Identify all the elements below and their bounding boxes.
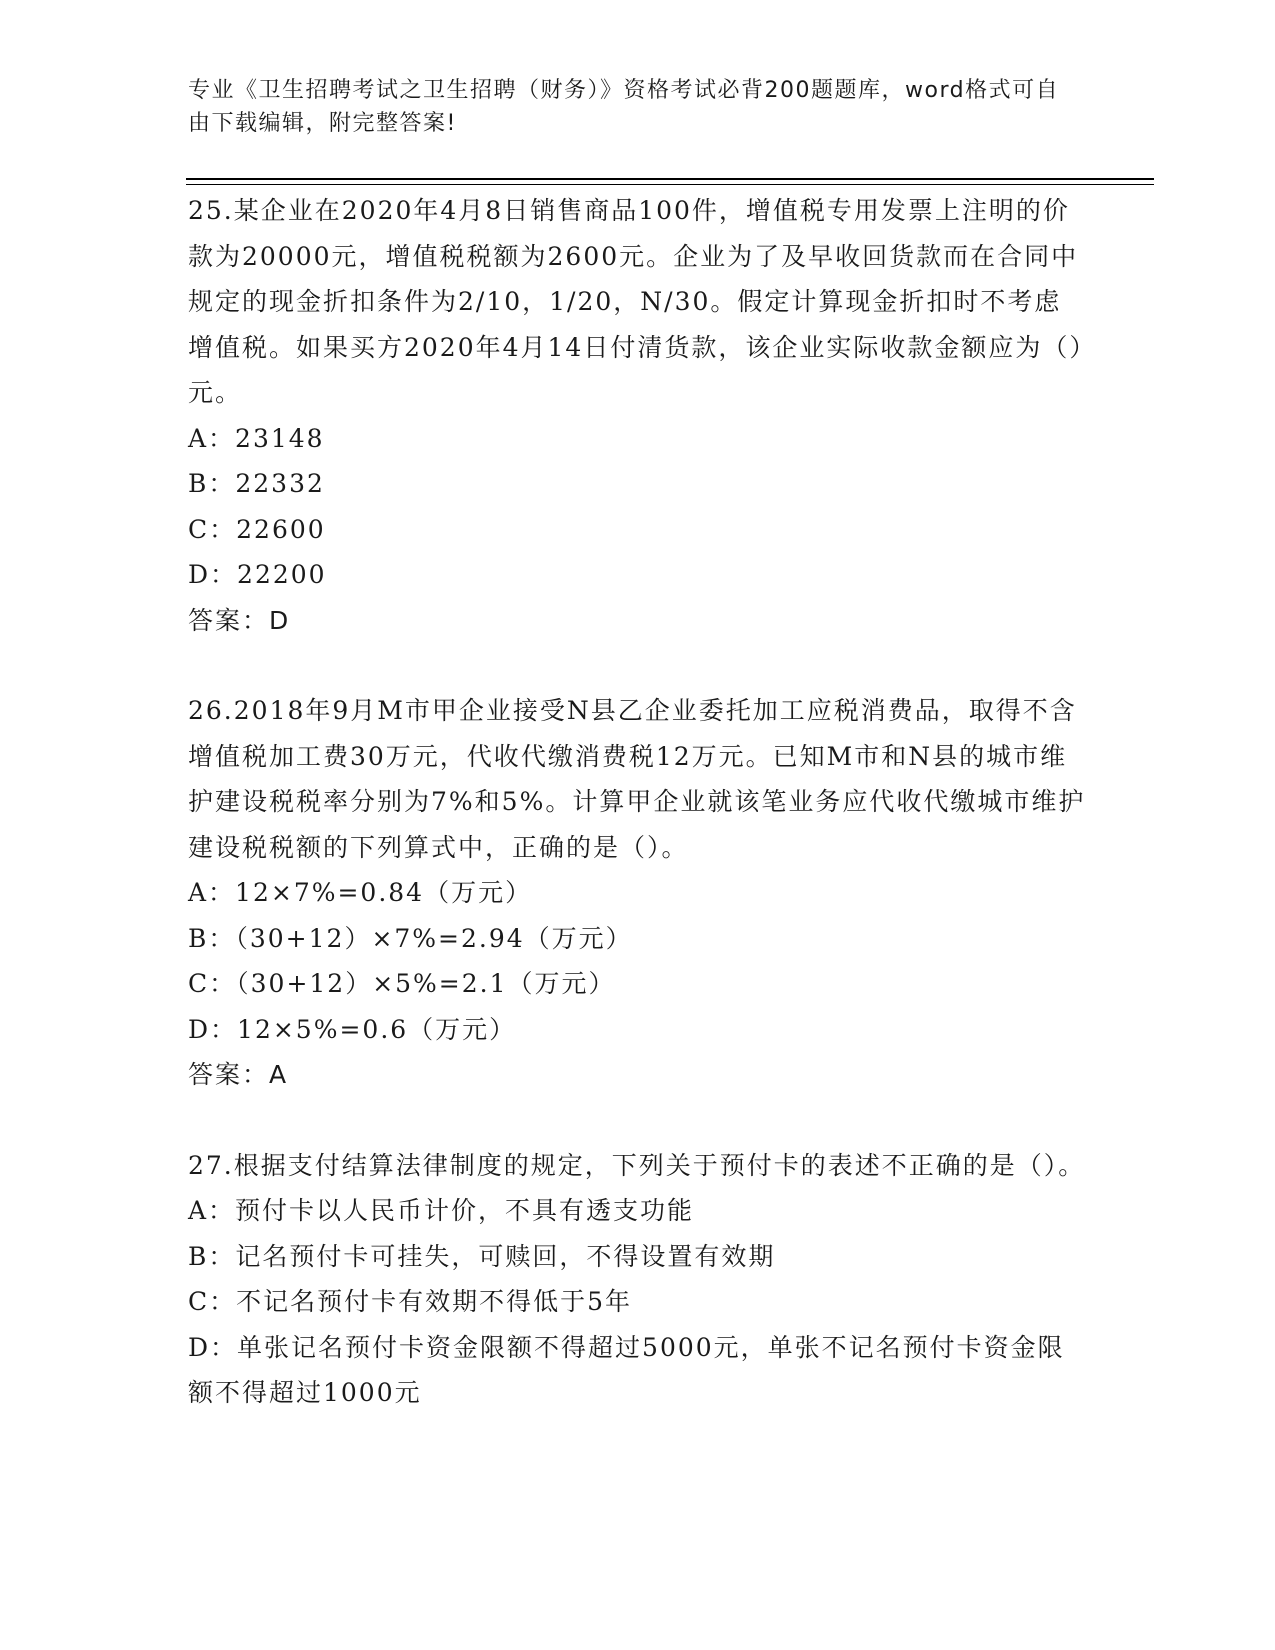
option-a: A：23148 [188,423,325,453]
question-26 [188,688,1088,1098]
option-d: D：12×5%=0.6（万元） [188,1014,517,1044]
option-b: B：22332 [188,469,325,498]
option-a: A：预付卡以人民币计价，不具有透支功能 [188,1196,695,1225]
question-stem: 25.某企业在2020年4月8日销售商品100件，增值税专用发票上注明的价款为20000元，增值税税额为2600元。企业为了及早收回货款而在合同中规定的现金折扣条件为2/10，1/20，N/30。假定计算现金折扣时不考虑增值税。如果买方2020年4月14日付清货款，该企业实际收款金额应为（）元。 [188,196,1084,407]
option-c: C：不记名预付卡有效期不得低于5年 [188,1287,633,1316]
header-text: 专业《卫生招聘考试之卫生招聘（财务）》资格考试必背200题题库，word格式可自由下载编辑，附完整答案! [188,78,1060,136]
question-list [188,188,1088,1416]
question-stem: 26.2018年9月M市甲企业接受N县乙企业委托加工应税消费品，取得不含增值税加工费30万元，代收代缴消费税12万元。已知M市和N县的城市维护建设税税率分别为7%和5%。计算甲企业就该笔业务应代收代缴城市维护建设税税额的下列算式中，正确的是（）。 [188,696,1086,862]
page-header [188,74,1068,140]
header-divider-thin [186,184,1154,185]
option-c: C：（30+12）×5%=2.1（万元） [188,969,616,998]
option-b: B：（30+12）×7%=2.94（万元） [188,923,633,953]
question-stem: 27.根据支付结算法律制度的规定，下列关于预付卡的表述不正确的是（）。 [188,1150,1086,1180]
option-a: A：12×7%=0.84（万元） [188,878,533,907]
answer-key: 答案：A [188,1060,289,1089]
question-27 [188,1143,1088,1416]
option-b: B：记名预付卡可挂失，可赎回，不得设置有效期 [188,1241,776,1271]
question-25 [188,188,1088,643]
header-divider-thick [186,178,1154,180]
option-c: C：22600 [188,514,326,544]
option-d: D：单张记名预付卡资金限额不得超过5000元，单张不记名预付卡资金限额不得超过1000元 [188,1332,1065,1407]
answer-key: 答案：D [188,605,291,635]
option-d: D：22200 [188,560,327,589]
